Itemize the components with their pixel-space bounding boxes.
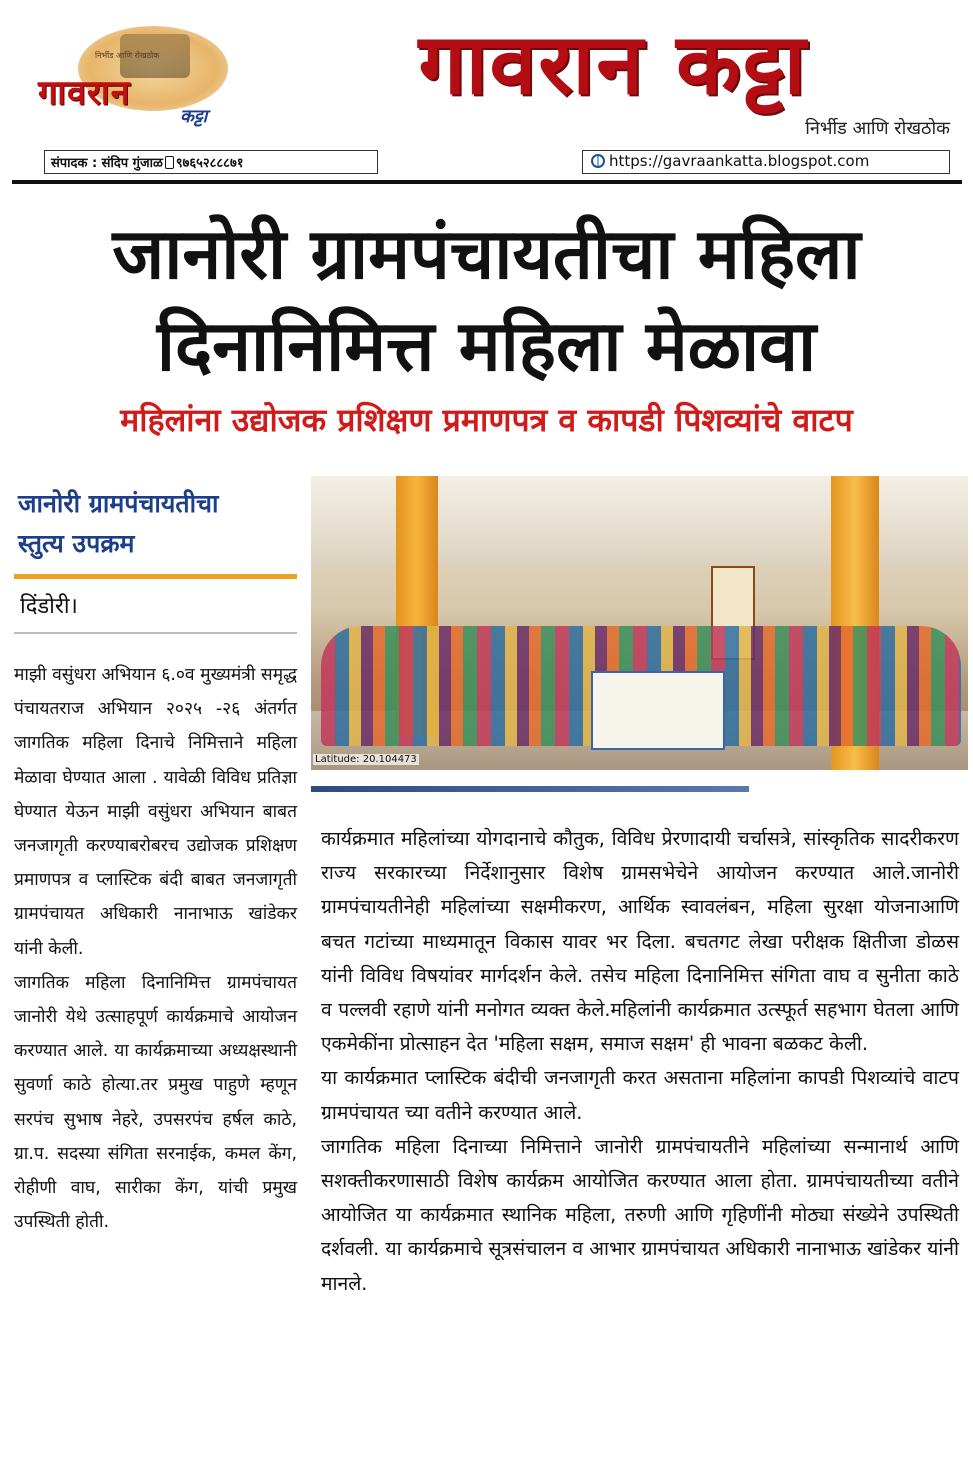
photo-caption: Latitude: 20.104473 (315, 754, 417, 765)
article-headline (20, 208, 953, 392)
right-paragraph-3: जागतिक महिला दिनाच्या निमित्ताने जानोरी ग्रामपंचायतीने महिलांच्या सन्मानार्थ आणि सशक्तीकरणासाठी विशेष कार्यक्रम आयोजित करण्यात आला होता. ग्रामपंचायतीच्या वतीने आयोजित या कार्यक्रमात स्थानिक महिला, तरुणी आणि गृहिणींनी मोठ्या संख्येने उपस्थिती दर्शवली. या कार्यक्रमाचे सूत्रसंचालन व आभार ग्रामपंचायत अधिकारी नानाभाऊ खांडेकर यांनी मानले. (321, 1134, 959, 1295)
masthead-divider (12, 180, 962, 184)
left-column (14, 658, 297, 1239)
editor-label: संपादक : संदिप गुंजाळ (51, 156, 163, 171)
phone-icon (165, 156, 174, 169)
event-photo (311, 476, 968, 770)
left-paragraph-2: जागतिक महिला दिनानिमित्त ग्रामपंचायत जानोरी येथे उत्साहपूर्ण कार्यक्रमाचे आयोजन करण्यात आले. या कार्यक्रमाच्या अध्यक्षस्थानी सुवर्णा काठे होत्या.तर प्रमुख पाहुणे म्हणून सरपंच सुभाष नेहरे, उपसरपंच हर्षल काठे, ग्रा.प. सदस्या संगिता सरनाईक, कमल केंग, रोहीणी वाघ, सारीका केंग, यांची प्रमुख उपस्थिती होती. (14, 972, 297, 1233)
photo-divider (311, 786, 749, 792)
left-paragraph-1: माझी वसुंधरा अभियान ६.०व मुख्यमंत्री समृद्ध पंचायतराज अभियान २०२५ -२६ अंतर्गत जागतिक महिला दिनाचे निमित्ताने महिला मेळावा घेण्यात आला . यावेळी विविध प्रतिज्ञा घेण्यात येऊन माझी वसुंधरा अभियान बाबत जनजागृती करण्याबरोबरच उद्योजक प्रशिक्षण प्रमाणपत्र व प्लास्टिक बंदी बाबत जनजागृती ग्रामपंचायत अधिकारी नानाभाऊ खांडेकर यांनी केली. (14, 665, 297, 959)
side-title-line-1: जानोरी ग्रामपंचायतीचा (18, 489, 219, 518)
editor-phone: ९७६५२८८८७१ (175, 156, 244, 171)
right-column (321, 822, 959, 1301)
logo-wordmark-katta: कट्टा (180, 106, 208, 127)
logo-tagline: निर्भीड आणि रोखठोक (95, 51, 160, 60)
website-url-box[interactable] (582, 150, 950, 174)
dateline: दिंडोरी। (20, 594, 78, 619)
editor-info (44, 150, 378, 174)
masthead-tagline: निर्भीड आणि रोखठोक (805, 118, 950, 139)
article-subheadline: महिलांना उद्योजक प्रशिक्षण प्रमाणपत्र व कापडी पिशव्यांचे वाटप (120, 401, 853, 439)
logo-wordmark: गावरान (38, 73, 131, 113)
side-title-divider (14, 574, 297, 579)
website-url[interactable]: https://gavraankatta.blogspot.com (609, 152, 870, 170)
headline-line-2: दिनानिमित्त महिला मेळावा (156, 305, 817, 387)
right-paragraph-1: कार्यक्रमात महिलांच्या योगदानाचे कौतुक, विविध प्रेरणादायी चर्चासत्रे, सांस्कृतिक सादरीकरण राज्य सरकारच्या निर्देशानुसार विशेष ग्रामसभेचेने आयोजन करण्यात आले.जानोरी ग्रामपंचायतीनेही महिलांच्या सक्षमीकरण, आर्थिक स्वावलंबन, महिला सुरक्षा योजनाआणि बचत गटांच्या माध्यमातून विकास यावर भर दिला. बचतगट लेखा परीक्षक क्षितीजा डोळस यांनी विविध विषयांवर मार्गदर्शन केले. तसेच महिला दिनानिमित्त संगिता वाघ व सुनीता काठे व पल्लवी रहाणे यांनी मनोगत व्यक्त केले.महिलांनी कार्यक्रमात उत्स्फूर्त सहभाग घेतला आणि एकमेकींना प्रोत्साहन देत 'महिला सक्षम, समाज सक्षम' ही भावना बळकट केली. (321, 827, 959, 1056)
side-title-line-2: स्तुत्य उपक्रम (18, 529, 135, 558)
globe-icon (591, 154, 605, 168)
photo-banner (591, 671, 725, 750)
side-title (18, 484, 298, 564)
right-paragraph-2: या कार्यक्रमात प्लास्टिक बंदीची जनजागृती करत असताना महिलांना कापडी पिशव्यांचे वाटप ग्रामपंचायत च्या वतीने करण्यात आले. (321, 1066, 959, 1124)
masthead-title: गावरान कट्टा (418, 15, 808, 113)
headline-line-1: जानोरी ग्रामपंचायतीचा महिला (112, 213, 861, 295)
dateline-divider (14, 632, 297, 634)
